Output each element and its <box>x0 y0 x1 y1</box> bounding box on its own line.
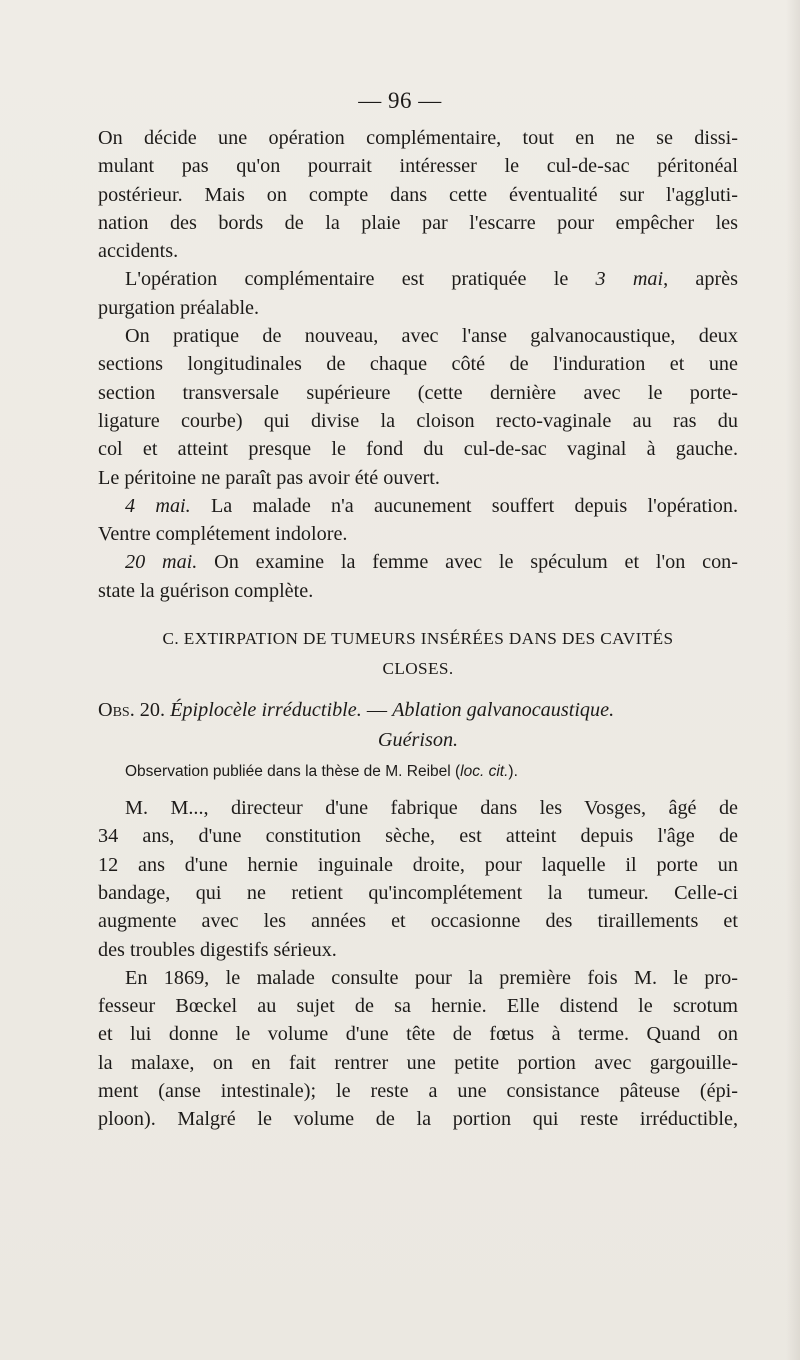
observation-procedure: Ablation galvanocaustique. <box>392 699 615 722</box>
text-line: mulant pas qu'on pourrait intéresser le cul-de-sac péritonéal <box>98 155 738 178</box>
text-line <box>98 265 738 293</box>
text-run: La malade n'a aucunement souffert depuis l'opération. <box>190 494 738 517</box>
text-line: bandage, qui ne retient qu'incomplétement la tumeur. Celle-ci <box>98 881 738 904</box>
text-line: des troubles digestifs sérieux. <box>98 938 337 961</box>
page-number: — 96 — <box>358 88 442 113</box>
text-line: Le péritoine ne paraît pas avoir été ouvert. <box>98 466 440 489</box>
text-line: ligature courbe) qui divise la cloison recto-vaginale au ras du <box>98 409 738 432</box>
text-run: , après <box>663 268 738 291</box>
observation-title-line <box>98 696 738 726</box>
paragraph <box>98 548 738 605</box>
observation-diagnosis: Épiplocèle irréductible. <box>170 699 362 722</box>
observation-outcome: Guérison. <box>377 729 459 752</box>
text-line: postérieur. Mais on compte dans cette éventualité sur l'aggluti- <box>98 183 738 206</box>
text-line: On décide une opération complémentaire, tout en ne se dissi- <box>98 127 738 149</box>
text-line: M. M..., directeur d'une fabrique dans les Vosges, âgé de <box>125 797 738 820</box>
paragraph <box>98 492 738 549</box>
text-line: la malaxe, on en fait rentrer une petite portion avec gargouille- <box>98 1051 738 1074</box>
text-line: 12 ans d'une hernie inguinale droite, pour laquelle il porte un <box>98 853 738 876</box>
date-run: 4 mai. <box>125 494 191 517</box>
text-line: purgation préalable. <box>98 296 260 319</box>
observation-label: Obs. 20. <box>98 699 166 722</box>
date-run: 3 mai <box>595 268 664 291</box>
heading-line: CLOSES. <box>382 659 454 679</box>
paragraph <box>98 794 738 964</box>
paragraph <box>98 322 738 492</box>
text-line: On pratique de nouveau, avec l'anse galvanocaustique, deux <box>125 325 738 348</box>
heading-line: C. EXTIRPATION DE TUMEURS INSÉRÉES DANS DES CAVITÉS <box>162 629 674 649</box>
date-run: 20 mai. <box>125 551 198 574</box>
source-text: ). <box>508 763 518 781</box>
observation-title <box>98 696 738 756</box>
text-line: sections longitudinales de chaque côté de l'induration et une <box>98 353 738 376</box>
observation-source <box>98 760 738 784</box>
text-line: 34 ans, d'une constitution sèche, est atteint depuis l'âge de <box>98 825 738 848</box>
source-text: Observation publiée dans la thèse de M. Reibel ( <box>125 763 461 781</box>
text-run: L'opération complémentaire est pratiquée le <box>125 268 596 291</box>
paragraph <box>98 265 738 322</box>
text-line: ploon). Malgré le volume de la portion qui reste irréductible, <box>98 1108 738 1131</box>
text-line: col et atteint presque le fond du cul-de-sac vaginal à gauche. <box>98 438 738 461</box>
text-line: Ventre complétement indolore. <box>98 523 348 546</box>
text-line: et lui donne le volume d'une tête de fœtus à terme. Quand on <box>98 1023 738 1046</box>
text-line: state la guérison complète. <box>98 579 314 602</box>
text-line: En 1869, le malade consulte pour la première fois M. le pro- <box>125 966 738 989</box>
text-line: augmente avec les années et occasionne des tiraillements et <box>98 910 738 933</box>
paragraph <box>98 964 738 1134</box>
text-line: ment (anse intestinale); le reste a une consistance pâteuse (épi- <box>98 1080 738 1103</box>
page-content <box>98 124 738 1134</box>
text-line <box>98 492 738 520</box>
text-line: section transversale supérieure (cette dernière avec le porte- <box>98 381 738 404</box>
title-dash: — <box>361 699 393 722</box>
page-edge-shadow <box>786 0 800 1360</box>
text-run: On examine la femme avec le spéculum et l'on con- <box>197 551 738 574</box>
text-line: accidents. <box>98 240 179 263</box>
text-line: nation des bords de la plaie par l'escarre pour empêcher les <box>98 211 738 234</box>
paragraph <box>98 124 738 265</box>
text-line: fesseur Bœckel au sujet de sa hernie. Elle distend le scrotum <box>98 995 738 1018</box>
text-line <box>98 548 738 576</box>
section-heading <box>98 624 738 684</box>
source-reference: loc. cit. <box>460 763 509 781</box>
